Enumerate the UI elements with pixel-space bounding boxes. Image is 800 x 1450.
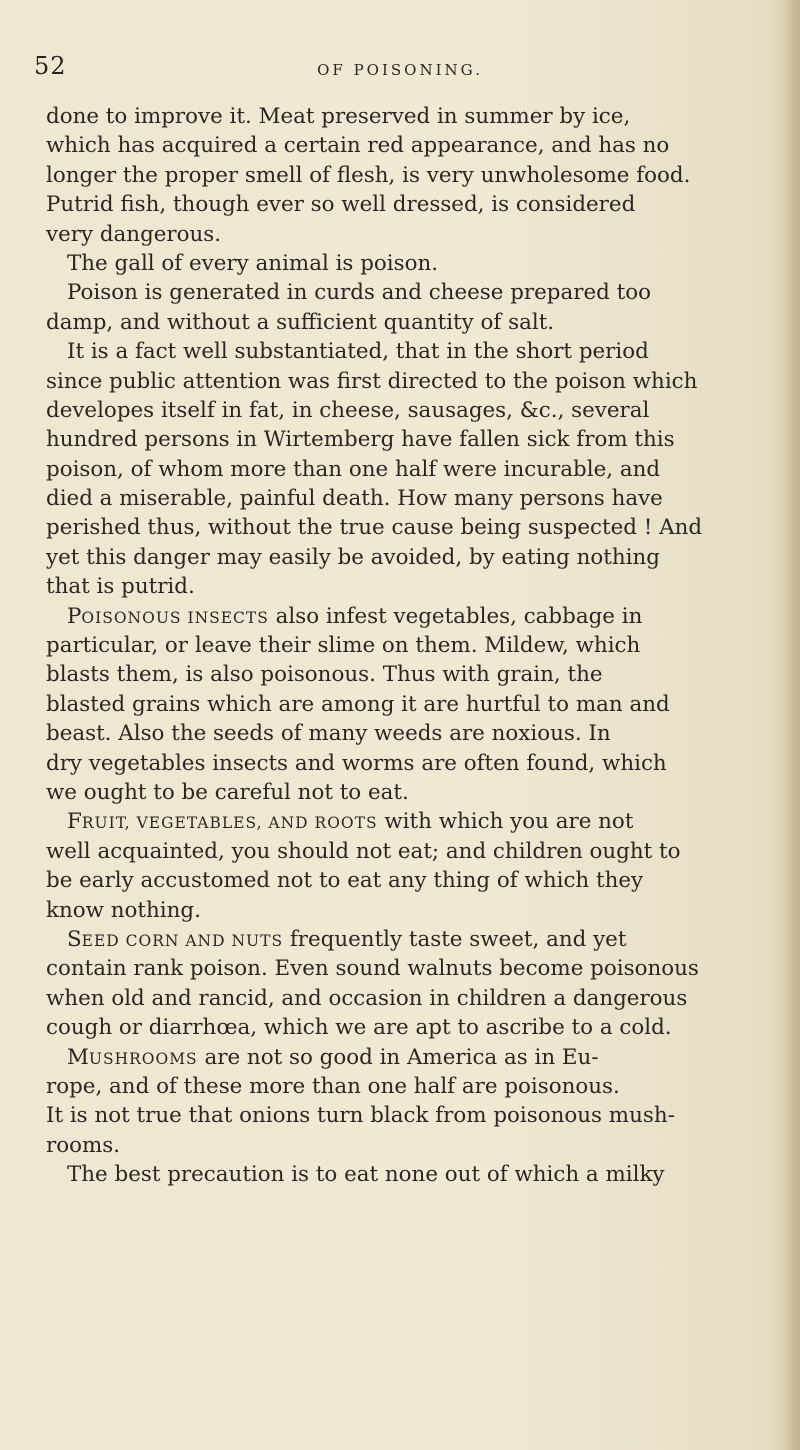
text-line: very dangerous. [46, 221, 222, 247]
text-line: It is a fact well substantiated, that in the short period [67, 339, 649, 365]
text-line: contain rank poison. Even sound walnuts become poisonous [46, 956, 699, 982]
text-line: rope, and of these more than one half are poisonous. [46, 1073, 620, 1099]
text-line: blasts them, is also poisonous. Thus with grain, the [46, 662, 603, 688]
text-line: Poison is generated in curds and cheese prepared too [67, 280, 651, 306]
text-line: since public attention was first directed to the poison which [46, 368, 698, 394]
line-rest: are not so good in America as in Eu- [197, 1044, 599, 1070]
text-line: longer the proper smell of flesh, is very unwholesome food. [46, 162, 691, 188]
small-caps-text: EED CORN AND NUTS [81, 931, 284, 950]
text-line: which has acquired a certain red appearance, and has no [46, 133, 670, 159]
line-rest: frequently taste sweet, and yet [283, 926, 627, 952]
text-line: well acquainted, you should not eat; and children ought to [46, 838, 681, 864]
running-title: OF POISONING. [317, 61, 483, 79]
small-caps-initial: P [67, 603, 82, 629]
text-line: developes itself in fat, in cheese, sausages, &c., several [46, 397, 650, 423]
text-line [46, 807, 758, 836]
text-line: beast. Also the seeds of many weeds are noxious. In [46, 721, 611, 747]
text-line: dry vegetables insects and worms are often found, which [46, 750, 667, 776]
text-line: Putrid fish, though ever so well dressed, is considered [46, 192, 636, 218]
text-line: The gall of every animal is poison. [67, 250, 439, 276]
text-line: we ought to be careful not to eat. [46, 779, 409, 805]
page-edge-shadow [782, 0, 800, 1450]
text-line: hundred persons in Wirtemberg have fallen sick from this [46, 427, 675, 453]
text-line: poison, of whom more than one half were incurable, and [46, 456, 661, 482]
text-line: damp, and without a sufficient quantity of salt. [46, 309, 555, 335]
text-line: particular, or leave their slime on them. Mildew, which [46, 633, 641, 659]
text-line [46, 1043, 758, 1072]
body-text [46, 102, 758, 1189]
text-line: rooms. [46, 1132, 121, 1158]
text-line: that is putrid. [46, 574, 195, 600]
small-caps-initial: M [67, 1044, 89, 1070]
line-rest: with which you are not [377, 809, 634, 835]
text-line: It is not true that onions turn black from poisonous mush- [46, 1103, 675, 1129]
page-header [0, 52, 800, 86]
line-rest: also infest vegetables, cabbage in [268, 603, 643, 629]
text-line: cough or diarrhœa, which we are apt to ascribe to a cold. [46, 1015, 672, 1041]
text-line: know nothing. [46, 897, 201, 923]
small-caps-text: USHROOMS [88, 1049, 198, 1068]
text-line: done to improve it. Meat preserved in summer by ice, [46, 104, 631, 129]
text-line: blasted grains which are among it are hurtful to man and [46, 691, 670, 717]
text-line: be early accustomed not to eat any thing of which they [46, 868, 644, 894]
text-line: when old and rancid, and occasion in children a dangerous [46, 985, 688, 1011]
text-line: perished thus, without the true cause being suspected ! And [46, 515, 703, 541]
text-line: The best precaution is to eat none out of which a milky [67, 1162, 665, 1188]
small-caps-initial: F [67, 809, 82, 835]
text-line [46, 925, 758, 954]
text-line [46, 602, 758, 631]
small-caps-text: RUIT, VEGETABLES, AND ROOTS [81, 814, 378, 833]
page-number: 52 [34, 52, 67, 80]
text-line: yet this danger may easily be avoided, by eating nothing [46, 544, 660, 570]
text-line: died a miserable, painful death. How many persons have [46, 486, 663, 512]
small-caps-initial: S [67, 926, 82, 952]
small-caps-text: OISONOUS INSECTS [81, 608, 269, 627]
